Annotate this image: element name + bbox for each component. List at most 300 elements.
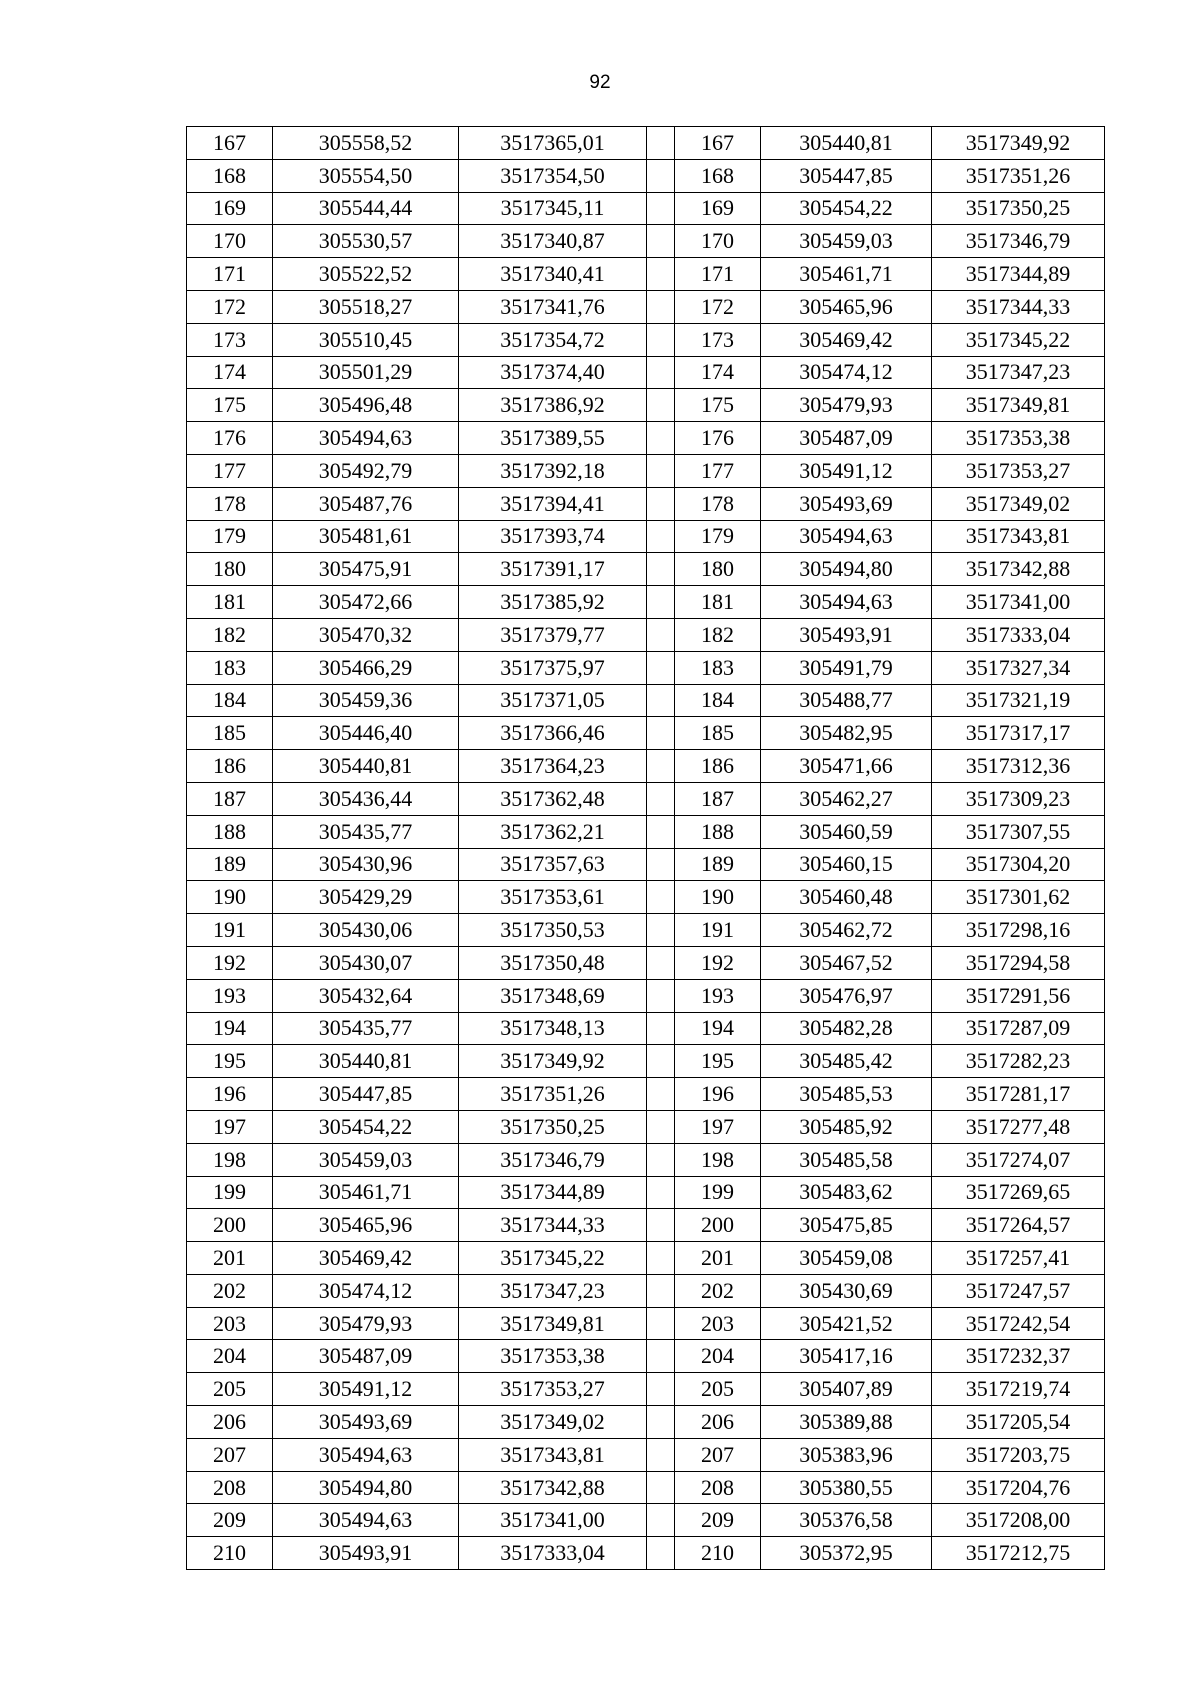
table-row xyxy=(187,1471,1105,1504)
right-x-coordinate: 305407,89 xyxy=(761,1373,932,1406)
separator-cell xyxy=(647,1438,675,1471)
left-y-coordinate: 3517375,97 xyxy=(459,651,647,684)
left-point-number: 189 xyxy=(187,848,273,881)
right-y-coordinate: 3517353,27 xyxy=(932,454,1105,487)
table-row xyxy=(187,717,1105,750)
right-y-coordinate: 3517282,23 xyxy=(932,1045,1105,1078)
left-x-coordinate: 305494,63 xyxy=(273,1438,459,1471)
left-x-coordinate: 305554,50 xyxy=(273,159,459,192)
left-y-coordinate: 3517348,69 xyxy=(459,979,647,1012)
left-x-coordinate: 305469,42 xyxy=(273,1242,459,1275)
left-x-coordinate: 305440,81 xyxy=(273,1045,459,1078)
separator-cell xyxy=(647,127,675,160)
right-x-coordinate: 305494,63 xyxy=(761,520,932,553)
left-y-coordinate: 3517362,21 xyxy=(459,815,647,848)
left-y-coordinate: 3517357,63 xyxy=(459,848,647,881)
left-x-coordinate: 305472,66 xyxy=(273,586,459,619)
table-row xyxy=(187,290,1105,323)
right-point-number: 187 xyxy=(675,782,761,815)
separator-cell xyxy=(647,946,675,979)
right-y-coordinate: 3517345,22 xyxy=(932,323,1105,356)
right-point-number: 195 xyxy=(675,1045,761,1078)
separator-cell xyxy=(647,1143,675,1176)
left-y-coordinate: 3517351,26 xyxy=(459,1078,647,1111)
left-x-coordinate: 305522,52 xyxy=(273,258,459,291)
right-point-number: 193 xyxy=(675,979,761,1012)
left-x-coordinate: 305487,09 xyxy=(273,1340,459,1373)
right-x-coordinate: 305483,62 xyxy=(761,1176,932,1209)
right-point-number: 199 xyxy=(675,1176,761,1209)
right-x-coordinate: 305475,85 xyxy=(761,1209,932,1242)
separator-cell xyxy=(647,1274,675,1307)
left-point-number: 193 xyxy=(187,979,273,1012)
left-x-coordinate: 305494,63 xyxy=(273,422,459,455)
left-y-coordinate: 3517343,81 xyxy=(459,1438,647,1471)
left-point-number: 183 xyxy=(187,651,273,684)
separator-cell xyxy=(647,1209,675,1242)
separator-cell xyxy=(647,618,675,651)
table-row xyxy=(187,389,1105,422)
table-row xyxy=(187,1012,1105,1045)
table-row xyxy=(187,1340,1105,1373)
right-point-number: 169 xyxy=(675,192,761,225)
page-number: 92 xyxy=(589,72,611,93)
left-y-coordinate: 3517392,18 xyxy=(459,454,647,487)
right-point-number: 175 xyxy=(675,389,761,422)
left-y-coordinate: 3517350,48 xyxy=(459,946,647,979)
separator-cell xyxy=(647,1373,675,1406)
right-x-coordinate: 305485,53 xyxy=(761,1078,932,1111)
left-point-number: 191 xyxy=(187,914,273,947)
separator-cell xyxy=(647,750,675,783)
left-x-coordinate: 305492,79 xyxy=(273,454,459,487)
separator-cell xyxy=(647,225,675,258)
coordinates-table-body xyxy=(187,127,1105,1570)
right-x-coordinate: 305482,95 xyxy=(761,717,932,750)
right-point-number: 194 xyxy=(675,1012,761,1045)
left-x-coordinate: 305494,80 xyxy=(273,1471,459,1504)
left-point-number: 186 xyxy=(187,750,273,783)
right-point-number: 173 xyxy=(675,323,761,356)
table-row xyxy=(187,1242,1105,1275)
left-x-coordinate: 305430,06 xyxy=(273,914,459,947)
table-row xyxy=(187,1176,1105,1209)
right-y-coordinate: 3517343,81 xyxy=(932,520,1105,553)
left-y-coordinate: 3517341,76 xyxy=(459,290,647,323)
separator-cell xyxy=(647,1176,675,1209)
right-point-number: 192 xyxy=(675,946,761,979)
right-y-coordinate: 3517203,75 xyxy=(932,1438,1105,1471)
separator-cell xyxy=(647,881,675,914)
separator-cell xyxy=(647,717,675,750)
left-point-number: 203 xyxy=(187,1307,273,1340)
separator-cell xyxy=(647,454,675,487)
left-y-coordinate: 3517347,23 xyxy=(459,1274,647,1307)
table-row xyxy=(187,914,1105,947)
right-point-number: 206 xyxy=(675,1406,761,1439)
right-y-coordinate: 3517333,04 xyxy=(932,618,1105,651)
left-point-number: 176 xyxy=(187,422,273,455)
left-y-coordinate: 3517340,41 xyxy=(459,258,647,291)
separator-cell xyxy=(647,815,675,848)
right-x-coordinate: 305389,88 xyxy=(761,1406,932,1439)
right-y-coordinate: 3517204,76 xyxy=(932,1471,1105,1504)
table-row xyxy=(187,356,1105,389)
left-y-coordinate: 3517349,81 xyxy=(459,1307,647,1340)
right-y-coordinate: 3517312,36 xyxy=(932,750,1105,783)
right-point-number: 184 xyxy=(675,684,761,717)
left-y-coordinate: 3517394,41 xyxy=(459,487,647,520)
left-x-coordinate: 305465,96 xyxy=(273,1209,459,1242)
right-y-coordinate: 3517349,81 xyxy=(932,389,1105,422)
left-x-coordinate: 305558,52 xyxy=(273,127,459,160)
right-point-number: 171 xyxy=(675,258,761,291)
separator-cell xyxy=(647,1307,675,1340)
left-x-coordinate: 305446,40 xyxy=(273,717,459,750)
right-x-coordinate: 305467,52 xyxy=(761,946,932,979)
left-point-number: 201 xyxy=(187,1242,273,1275)
left-y-coordinate: 3517391,17 xyxy=(459,553,647,586)
right-y-coordinate: 3517347,23 xyxy=(932,356,1105,389)
separator-cell xyxy=(647,684,675,717)
right-x-coordinate: 305454,22 xyxy=(761,192,932,225)
right-x-coordinate: 305476,97 xyxy=(761,979,932,1012)
left-y-coordinate: 3517354,50 xyxy=(459,159,647,192)
right-point-number: 204 xyxy=(675,1340,761,1373)
coordinates-table xyxy=(186,126,1105,1570)
left-point-number: 206 xyxy=(187,1406,273,1439)
left-point-number: 182 xyxy=(187,618,273,651)
right-y-coordinate: 3517353,38 xyxy=(932,422,1105,455)
right-point-number: 198 xyxy=(675,1143,761,1176)
left-x-coordinate: 305432,64 xyxy=(273,979,459,1012)
left-y-coordinate: 3517366,46 xyxy=(459,717,647,750)
table-row xyxy=(187,553,1105,586)
left-x-coordinate: 305530,57 xyxy=(273,225,459,258)
left-x-coordinate: 305487,76 xyxy=(273,487,459,520)
separator-cell xyxy=(647,782,675,815)
table-row xyxy=(187,159,1105,192)
left-point-number: 195 xyxy=(187,1045,273,1078)
table-row xyxy=(187,946,1105,979)
table-row xyxy=(187,1537,1105,1570)
right-y-coordinate: 3517344,89 xyxy=(932,258,1105,291)
left-x-coordinate: 305430,96 xyxy=(273,848,459,881)
table-row xyxy=(187,520,1105,553)
left-x-coordinate: 305491,12 xyxy=(273,1373,459,1406)
left-x-coordinate: 305475,91 xyxy=(273,553,459,586)
separator-cell xyxy=(647,651,675,684)
left-y-coordinate: 3517333,04 xyxy=(459,1537,647,1570)
right-y-coordinate: 3517342,88 xyxy=(932,553,1105,586)
right-x-coordinate: 305469,42 xyxy=(761,323,932,356)
left-x-coordinate: 305501,29 xyxy=(273,356,459,389)
right-y-coordinate: 3517274,07 xyxy=(932,1143,1105,1176)
separator-cell xyxy=(647,1504,675,1537)
table-row xyxy=(187,127,1105,160)
left-point-number: 175 xyxy=(187,389,273,422)
right-y-coordinate: 3517304,20 xyxy=(932,848,1105,881)
separator-cell xyxy=(647,356,675,389)
separator-cell xyxy=(647,1045,675,1078)
left-x-coordinate: 305466,29 xyxy=(273,651,459,684)
right-y-coordinate: 3517205,54 xyxy=(932,1406,1105,1439)
left-point-number: 208 xyxy=(187,1471,273,1504)
left-y-coordinate: 3517344,89 xyxy=(459,1176,647,1209)
table-row xyxy=(187,1307,1105,1340)
right-point-number: 177 xyxy=(675,454,761,487)
left-point-number: 204 xyxy=(187,1340,273,1373)
right-x-coordinate: 305459,08 xyxy=(761,1242,932,1275)
left-point-number: 205 xyxy=(187,1373,273,1406)
left-y-coordinate: 3517371,05 xyxy=(459,684,647,717)
left-x-coordinate: 305461,71 xyxy=(273,1176,459,1209)
table-row xyxy=(187,848,1105,881)
left-y-coordinate: 3517349,92 xyxy=(459,1045,647,1078)
table-row xyxy=(187,258,1105,291)
left-y-coordinate: 3517350,25 xyxy=(459,1110,647,1143)
separator-cell xyxy=(647,192,675,225)
right-y-coordinate: 3517307,55 xyxy=(932,815,1105,848)
left-point-number: 207 xyxy=(187,1438,273,1471)
left-y-coordinate: 3517349,02 xyxy=(459,1406,647,1439)
left-y-coordinate: 3517353,27 xyxy=(459,1373,647,1406)
left-point-number: 210 xyxy=(187,1537,273,1570)
right-x-coordinate: 305485,42 xyxy=(761,1045,932,1078)
separator-cell xyxy=(647,1471,675,1504)
right-x-coordinate: 305460,15 xyxy=(761,848,932,881)
left-point-number: 187 xyxy=(187,782,273,815)
left-x-coordinate: 305470,32 xyxy=(273,618,459,651)
right-x-coordinate: 305462,27 xyxy=(761,782,932,815)
left-point-number: 200 xyxy=(187,1209,273,1242)
right-x-coordinate: 305447,85 xyxy=(761,159,932,192)
right-point-number: 196 xyxy=(675,1078,761,1111)
left-point-number: 169 xyxy=(187,192,273,225)
table-row xyxy=(187,487,1105,520)
right-x-coordinate: 305487,09 xyxy=(761,422,932,455)
right-x-coordinate: 305493,69 xyxy=(761,487,932,520)
left-y-coordinate: 3517340,87 xyxy=(459,225,647,258)
table-row xyxy=(187,586,1105,619)
table-row xyxy=(187,192,1105,225)
left-x-coordinate: 305493,91 xyxy=(273,1537,459,1570)
separator-cell xyxy=(647,1242,675,1275)
separator-cell xyxy=(647,159,675,192)
left-x-coordinate: 305435,77 xyxy=(273,815,459,848)
right-x-coordinate: 305460,48 xyxy=(761,881,932,914)
separator-cell xyxy=(647,389,675,422)
right-y-coordinate: 3517277,48 xyxy=(932,1110,1105,1143)
right-y-coordinate: 3517242,54 xyxy=(932,1307,1105,1340)
left-x-coordinate: 305429,29 xyxy=(273,881,459,914)
left-y-coordinate: 3517344,33 xyxy=(459,1209,647,1242)
left-point-number: 181 xyxy=(187,586,273,619)
right-x-coordinate: 305479,93 xyxy=(761,389,932,422)
right-point-number: 197 xyxy=(675,1110,761,1143)
table-row xyxy=(187,979,1105,1012)
left-y-coordinate: 3517350,53 xyxy=(459,914,647,947)
right-point-number: 168 xyxy=(675,159,761,192)
table-row xyxy=(187,1274,1105,1307)
right-x-coordinate: 305474,12 xyxy=(761,356,932,389)
right-x-coordinate: 305383,96 xyxy=(761,1438,932,1471)
separator-cell xyxy=(647,520,675,553)
table-row xyxy=(187,422,1105,455)
right-x-coordinate: 305491,79 xyxy=(761,651,932,684)
right-point-number: 182 xyxy=(675,618,761,651)
separator-cell xyxy=(647,258,675,291)
left-y-coordinate: 3517379,77 xyxy=(459,618,647,651)
left-y-coordinate: 3517365,01 xyxy=(459,127,647,160)
right-x-coordinate: 305461,71 xyxy=(761,258,932,291)
table-row xyxy=(187,454,1105,487)
left-x-coordinate: 305454,22 xyxy=(273,1110,459,1143)
separator-cell xyxy=(647,1406,675,1439)
right-point-number: 207 xyxy=(675,1438,761,1471)
separator-cell xyxy=(647,290,675,323)
left-x-coordinate: 305494,63 xyxy=(273,1504,459,1537)
right-point-number: 209 xyxy=(675,1504,761,1537)
left-y-coordinate: 3517385,92 xyxy=(459,586,647,619)
left-x-coordinate: 305510,45 xyxy=(273,323,459,356)
right-point-number: 200 xyxy=(675,1209,761,1242)
left-x-coordinate: 305496,48 xyxy=(273,389,459,422)
right-y-coordinate: 3517350,25 xyxy=(932,192,1105,225)
right-point-number: 180 xyxy=(675,553,761,586)
right-y-coordinate: 3517301,62 xyxy=(932,881,1105,914)
left-point-number: 197 xyxy=(187,1110,273,1143)
right-y-coordinate: 3517327,34 xyxy=(932,651,1105,684)
right-x-coordinate: 305488,77 xyxy=(761,684,932,717)
left-point-number: 202 xyxy=(187,1274,273,1307)
left-y-coordinate: 3517386,92 xyxy=(459,389,647,422)
table-row xyxy=(187,684,1105,717)
left-y-coordinate: 3517393,74 xyxy=(459,520,647,553)
right-x-coordinate: 305376,58 xyxy=(761,1504,932,1537)
left-y-coordinate: 3517353,38 xyxy=(459,1340,647,1373)
separator-cell xyxy=(647,1012,675,1045)
right-y-coordinate: 3517351,26 xyxy=(932,159,1105,192)
left-point-number: 190 xyxy=(187,881,273,914)
separator-cell xyxy=(647,914,675,947)
table-row xyxy=(187,618,1105,651)
left-y-coordinate: 3517362,48 xyxy=(459,782,647,815)
right-point-number: 189 xyxy=(675,848,761,881)
right-y-coordinate: 3517298,16 xyxy=(932,914,1105,947)
table-row xyxy=(187,782,1105,815)
table-row xyxy=(187,1078,1105,1111)
right-y-coordinate: 3517344,33 xyxy=(932,290,1105,323)
right-x-coordinate: 305493,91 xyxy=(761,618,932,651)
right-point-number: 210 xyxy=(675,1537,761,1570)
table-row xyxy=(187,1406,1105,1439)
right-y-coordinate: 3517212,75 xyxy=(932,1537,1105,1570)
left-point-number: 194 xyxy=(187,1012,273,1045)
right-point-number: 172 xyxy=(675,290,761,323)
left-x-coordinate: 305479,93 xyxy=(273,1307,459,1340)
right-point-number: 174 xyxy=(675,356,761,389)
left-y-coordinate: 3517345,11 xyxy=(459,192,647,225)
right-point-number: 183 xyxy=(675,651,761,684)
right-x-coordinate: 305440,81 xyxy=(761,127,932,160)
right-x-coordinate: 305482,28 xyxy=(761,1012,932,1045)
right-point-number: 170 xyxy=(675,225,761,258)
separator-cell xyxy=(647,422,675,455)
table-row xyxy=(187,1045,1105,1078)
separator-cell xyxy=(647,848,675,881)
left-point-number: 179 xyxy=(187,520,273,553)
right-y-coordinate: 3517317,17 xyxy=(932,717,1105,750)
separator-cell xyxy=(647,1340,675,1373)
table-row xyxy=(187,651,1105,684)
table-row xyxy=(187,1209,1105,1242)
table-row xyxy=(187,1373,1105,1406)
left-y-coordinate: 3517342,88 xyxy=(459,1471,647,1504)
left-x-coordinate: 305544,44 xyxy=(273,192,459,225)
left-point-number: 185 xyxy=(187,717,273,750)
separator-cell xyxy=(647,1110,675,1143)
right-y-coordinate: 3517349,02 xyxy=(932,487,1105,520)
right-y-coordinate: 3517341,00 xyxy=(932,586,1105,619)
right-point-number: 208 xyxy=(675,1471,761,1504)
left-point-number: 209 xyxy=(187,1504,273,1537)
left-point-number: 171 xyxy=(187,258,273,291)
separator-cell xyxy=(647,1537,675,1570)
right-y-coordinate: 3517257,41 xyxy=(932,1242,1105,1275)
separator-cell xyxy=(647,323,675,356)
left-x-coordinate: 305474,12 xyxy=(273,1274,459,1307)
right-y-coordinate: 3517309,23 xyxy=(932,782,1105,815)
left-y-coordinate: 3517346,79 xyxy=(459,1143,647,1176)
left-x-coordinate: 305518,27 xyxy=(273,290,459,323)
left-x-coordinate: 305459,03 xyxy=(273,1143,459,1176)
left-point-number: 180 xyxy=(187,553,273,586)
left-point-number: 192 xyxy=(187,946,273,979)
right-y-coordinate: 3517264,57 xyxy=(932,1209,1105,1242)
left-y-coordinate: 3517345,22 xyxy=(459,1242,647,1275)
left-point-number: 199 xyxy=(187,1176,273,1209)
table-row xyxy=(187,1143,1105,1176)
right-point-number: 188 xyxy=(675,815,761,848)
left-point-number: 173 xyxy=(187,323,273,356)
right-y-coordinate: 3517287,09 xyxy=(932,1012,1105,1045)
left-point-number: 198 xyxy=(187,1143,273,1176)
left-point-number: 177 xyxy=(187,454,273,487)
right-x-coordinate: 305459,03 xyxy=(761,225,932,258)
table-row xyxy=(187,815,1105,848)
right-x-coordinate: 305494,80 xyxy=(761,553,932,586)
left-point-number: 170 xyxy=(187,225,273,258)
left-x-coordinate: 305447,85 xyxy=(273,1078,459,1111)
left-y-coordinate: 3517389,55 xyxy=(459,422,647,455)
right-y-coordinate: 3517208,00 xyxy=(932,1504,1105,1537)
right-point-number: 203 xyxy=(675,1307,761,1340)
right-x-coordinate: 305471,66 xyxy=(761,750,932,783)
separator-cell xyxy=(647,1078,675,1111)
right-x-coordinate: 305485,58 xyxy=(761,1143,932,1176)
right-point-number: 176 xyxy=(675,422,761,455)
table-row xyxy=(187,323,1105,356)
left-x-coordinate: 305459,36 xyxy=(273,684,459,717)
table-row xyxy=(187,1438,1105,1471)
table-row xyxy=(187,750,1105,783)
left-point-number: 172 xyxy=(187,290,273,323)
left-point-number: 174 xyxy=(187,356,273,389)
table-row xyxy=(187,225,1105,258)
left-y-coordinate: 3517354,72 xyxy=(459,323,647,356)
right-point-number: 181 xyxy=(675,586,761,619)
